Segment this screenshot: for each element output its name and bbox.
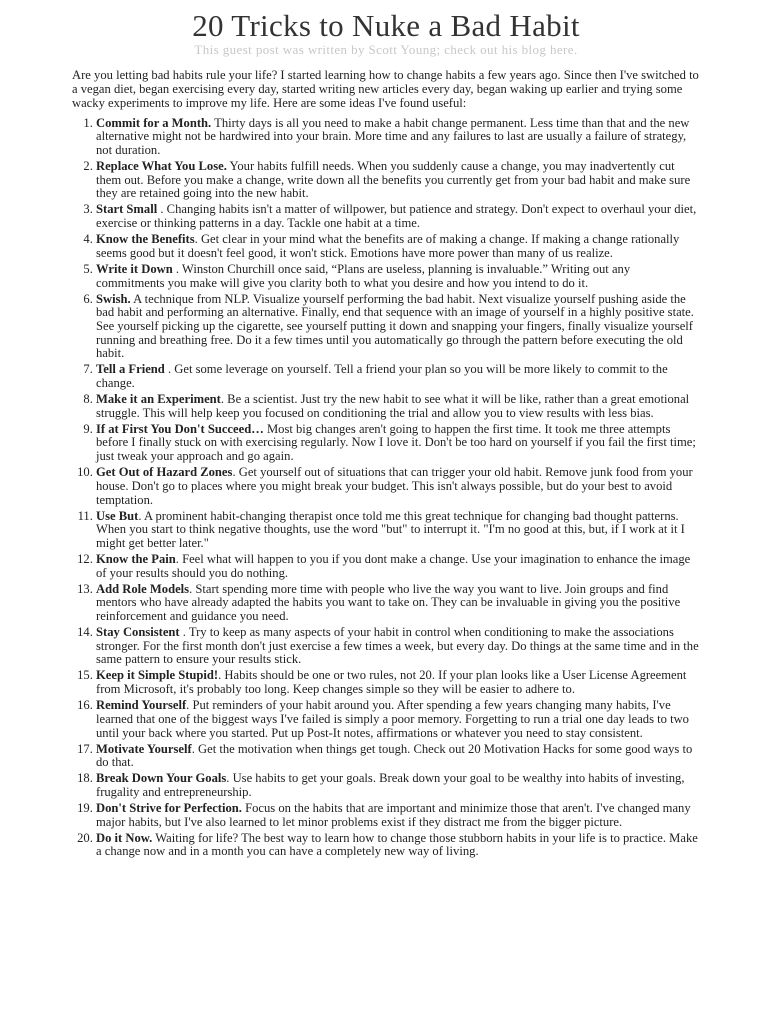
tip-body: . Get clear in your mind what the benefits are of making a change. If making a change rationally seems good but it doesn't feel good, it won't stick. Emotions have more power than many of us realize. [96,232,680,260]
tip-heading: Keep it Simple Stupid! [96,668,219,683]
tip-heading: If at First You Don't Succeed… [96,421,264,436]
tip-heading: Get Out of Hazard Zones [96,465,233,480]
list-item [96,117,700,158]
tips-list [72,117,700,860]
intro-paragraph: Are you letting bad habits rule your life? I started learning how to change habits a few years ago. Since then I've switched to a vegan diet, began exercising every day, started writing new articles every day, began waking up earlier and trying some wacky experiments to improve my life. Here are some ideas I've found useful: [72,68,699,111]
list-item [96,233,700,260]
tip-body: A technique from NLP. Visualize yourself performing the bad habit. Next visualize yourself pushing aside the bad habit and performing an alternative. Finally, end that sequence with an image of yourself in a highly positive state. See yourself picking up the cigarette, see yourself putting it down and snapping your fingers, finally visualize yourself running and breathing free. Do it a few times until you automatically go through the pattern before executing the old habit. [96,291,694,361]
tip-heading: Replace What You Lose. [96,159,227,174]
tip-body: . Try to keep as many aspects of your habit in control when conditioning to make the associations stronger. For the first month don't just exercise a few times a week, but every day. Do things at the same time and in the same pattern to ensure your results stick. [96,625,699,667]
list-item [96,802,700,829]
tip-heading: Start Small [96,202,158,217]
list-item [96,832,700,859]
list-item [96,293,700,362]
tip-body: . Get yourself out of situations that can trigger your old habit. Remove junk food from your house. Don't go to places where you might break your budget. This isn't always possible, but do your best to avoid temptation. [96,465,693,507]
tip-body: . Put reminders of your habit around you. After spending a few years changing many habits, I've learned that one of the biggest ways I've failed is simply a poor memory. Forgetting to run a trial one day leads to two until your back where you started. Put up Post-It notes, affirmations or whatever you need to stay consistent. [96,698,689,740]
byline: This guest post was written by Scott Young; check out his blog here. [194,42,578,57]
tip-body: Waiting for life? The best way to learn how to change those stubborn habits in your life is to practice. Make a change now and in a month you can have a completely new way of living. [96,830,698,859]
list-item [96,743,700,770]
list-item [96,466,700,507]
tip-body: . Get the motivation when things get tough. Check out 20 Motivation Hacks for some good ways to do that. [96,741,693,770]
tip-heading: Do it Now. [96,830,153,845]
tip-body: Your habits fulfill needs. When you suddenly cause a change, you may inadvertently cut them out. Before you make a change, write down all the benefits you currently get from your bad habit and make sure they are retained going into the new habit. [96,159,691,201]
tip-heading: Use But [96,508,139,523]
tip-heading: Motivate Yourself [96,741,192,756]
list-item [96,263,700,290]
list-item [96,363,700,390]
tip-body: Most big changes aren't going to happen the first time. It took me three attempts before I finally stuck on with exercising regularly. Now I love it. Don't be too hard on yourself if you fail the first time; just tweak your approach and go again. [96,421,696,464]
list-item [96,669,700,696]
list-item [96,553,700,580]
tip-heading: Commit for a Month. [96,115,212,130]
list-item [96,393,700,420]
list-item [96,160,700,201]
tip-heading: Write it Down [96,261,173,276]
list-item [96,510,700,551]
tip-heading: Break Down Your Goals [96,771,227,786]
tip-heading: Remind Yourself [96,698,187,713]
tip-heading: Know the Benefits [96,232,195,247]
tip-heading: Know the Pain [96,551,176,566]
tip-heading: Add Role Models [96,581,190,596]
tip-body: . Get some leverage on yourself. Tell a friend your plan so you will be more likely to commit to the change. [96,362,668,391]
list-item [96,772,700,799]
tip-body: . Habits should be one or two rules, not 20. If your plan looks like a User License Agreement from Microsoft, it's probably too long. Keep changes simple so they will be easier to adhere to. [96,668,687,697]
tip-heading: Swish. [96,291,131,306]
list-item [96,626,700,667]
tip-body: Thirty days is all you need to make a habit change permanent. Less time than that and the new alternative might not be hardwired into your brain. More time and any failures to last are usually a failure of strategy, not duration. [96,115,690,158]
list-item [96,583,700,624]
tip-heading: Don't Strive for Perfection. [96,801,242,815]
list-item [96,423,700,464]
tip-body: . Changing habits isn't a matter of willpower, but patience and strategy. Don't expect to overhaul your diet, exercise or thinking patterns in a day. Tackle one habit at a time. [96,202,697,231]
tip-heading: Tell a Friend [96,362,165,377]
tip-body: . A prominent habit-changing therapist once told me this great technique for changing bad thought patterns. When you start to think negative thoughts, use the word "but" to interrupt it. "I'm no good at this, but, if I work at it I might get better later." [96,508,685,550]
tip-body: . Use habits to get your goals. Break down your goal to be wealthy into habits of investing, frugality and entrepreneurship. [96,771,685,799]
page-title: 20 Tricks to Nuke a Bad Habit [192,8,580,43]
tip-heading: Make it an Experiment [96,392,221,407]
list-item [96,203,700,230]
tip-body: . Be a scientist. Just try the new habit to see what it will be like, rather than a great emotional struggle. This will help keep you focused on conditioning the trial and allow you to view results with less bias. [96,392,690,420]
tip-heading: Stay Consistent [96,625,180,640]
list-item [96,699,700,740]
tip-body: . Feel what will happen to you if you dont make a change. Use your imagination to enhance the image of your results should you do nothing. [96,551,691,580]
tip-body: Focus on the habits that are important and minimize those that aren't. I've changed many major habits, but I've also learned to let minor problems exist if they distract me from the bigger picture. [96,801,691,829]
tip-body: . Winston Churchill once said, “Plans are useless, planning is invaluable.” Writing out any commitments you make will give you clarity both to what you desire and how you intend to do it. [96,261,631,290]
tip-body: . Start spending more time with people who live the way you want to live. Join groups and find mentors who have already adapted the habits you want to take on. They can be invaluable in giving you the positive reinforcement and guidance you need. [96,581,681,624]
